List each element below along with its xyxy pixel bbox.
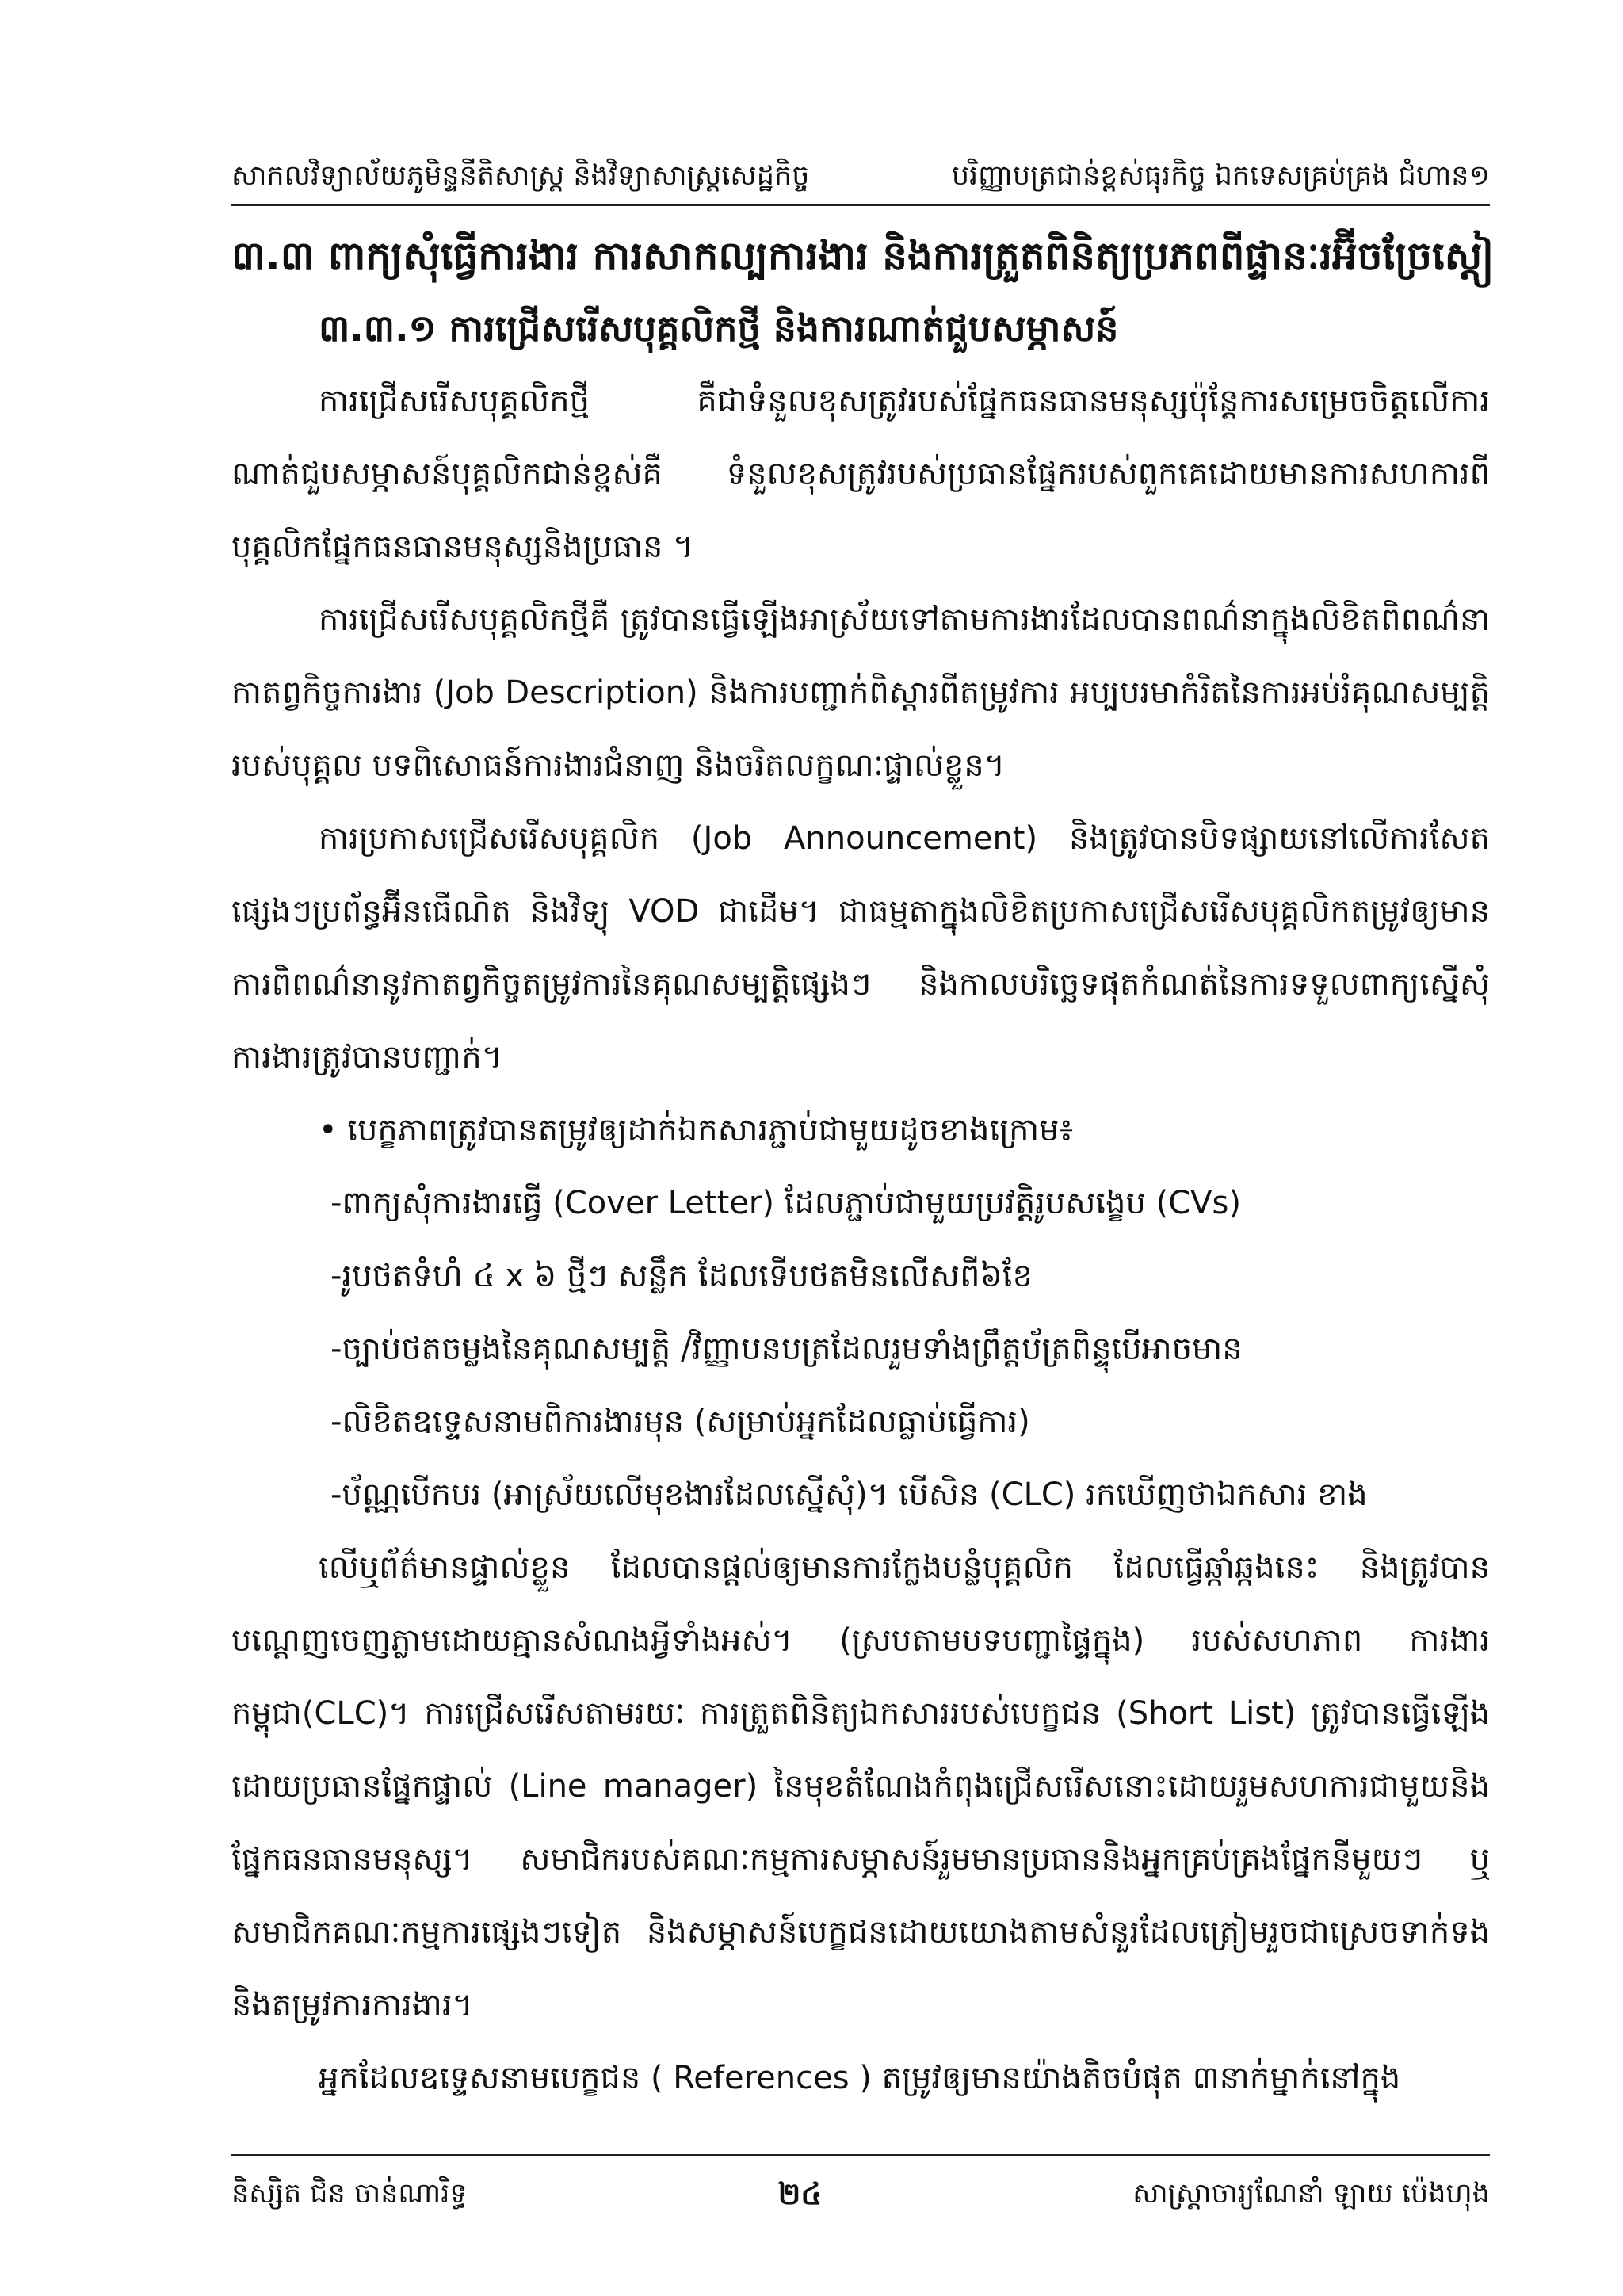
paragraph-5: អ្នកដែលឧទ្ទេសនាមបេក្ខជន ( References ) តម្រូវឲ្យមានយ៉ាងតិចបំផុត ៣នាក់ម្នាក់នៅក្នុង <box>319 2060 1401 2096</box>
list-item: -រូបថតទំហំ ៤ x ៦ ថ្មីៗ សន្លឹក ដែលទើបថតមិនលើសពី៦ខែ <box>330 1258 1033 1294</box>
list-item: -ពាក្យសុំការងារធ្វើ (Cover Letter) ដែលភ្ជាប់ជាមួយប្រវត្តិរូបសង្ខេប (CVs) <box>330 1185 1241 1221</box>
footer-rule <box>231 2154 1490 2156</box>
header-rule <box>231 204 1490 206</box>
list-item: -ប័ណ្ណបើកបរ (អាស្រ័យលើមុខងារដែលស្នើសុំ)។ បើសិន (CLC) រកឃើញថាឯកសារ ខាង <box>330 1477 1368 1513</box>
header-university: សាកលវិទ្យាល័យភូមិន្ទនីតិសាស្ត្រ និងវិទ្យាសាស្ត្រសេដ្ឋកិច្ច <box>231 160 810 192</box>
page-header <box>231 152 1490 200</box>
section-heading: ៣.៣ ពាក្យសុំធ្វើការងារ ការសាកល្បការងារ និងការត្រួតពិនិត្យប្រភពពីផ្ទានៈរអ៊ីចច្រែស្តៀ <box>231 233 1495 279</box>
page-body <box>231 220 1495 2115</box>
bullet-intro: • បេក្ខភាពត្រូវបានតម្រូវឲ្យដាក់ឯកសារភ្ជាប់ជាមួយដូចខាងក្រោម៖ <box>319 1112 1074 1148</box>
paragraph-4: លើឬព័ត៌មានផ្ទាល់ខ្លួន ដែលបានផ្តល់ឲ្យមានការក្លែងបន្លំបុគ្គលិក ដែលធ្វើឆ្កាំឆ្កងនេះ និងត្រូវបានបណ្តេញចេញភ្លាមដោយគ្មានសំណងអ្វីទាំងអស់។ (ស្របតាមបទបញ្ជាផ្ទៃក្នុង) របស់សហភាព ការងារកម្ពុជា(CLC)។ ការជ្រើសរើសតាមរយៈ ការត្រួតពិនិត្យឯកសាររបស់បេក្ខជន (Short List) ត្រូវបានធ្វើឡើងដោយប្រធានផ្នែកផ្ទាល់ (Line manager) នៃមុខតំណែងកំពុងជ្រើសរើសនោះដោយរួមសហការជាមួយនិងផ្នែកធនធានមនុស្ស។ សមាជិករបស់គណៈកម្មការសម្ភាសន៍រួមមានប្រធាននិងអ្នកគ្រប់គ្រងផ្នែកនីមួយៗ ឬសមាជិកគណៈកម្មការផ្សេងៗទៀត និងសម្ភាសន៍បេក្ខជនដោយយោងតាមសំនួរដែលត្រៀមរួចជាស្រេចទាក់ទងនិងតម្រូវការការងារ។ <box>231 1549 1490 2023</box>
page-footer <box>231 2170 1490 2218</box>
paragraph-3: ការប្រកាសជ្រើសរើសបុគ្គលិក (Job Announcement) និងត្រូវបានបិទផ្សាយនៅលើការសែតផ្សេងៗប្រព័ន្ធអ៊ីនធើណិត និងវិទ្យុ VOD ជាដើម។ ជាធម្មតាក្នុងលិខិតប្រកាសជ្រើសរើសបុគ្គលិកតម្រូវឲ្យមានការពិពណ៌នានូវកាតព្វកិច្ចតម្រូវការនៃគុណសម្បត្តិផ្សេងៗ និងកាលបរិច្ឆេទផុតកំណត់នៃការទទួលពាក្យស្នើសុំការងារត្រូវបានបញ្ជាក់។ <box>231 820 1490 1075</box>
page-number: ២៤ <box>777 2176 823 2211</box>
subsection-heading: ៣.៣.១ ការជ្រើសរើសបុគ្គលិកថ្មី និងការណាត់ជួបសម្ភាសន៍ <box>319 307 1119 350</box>
list-item: -លិខិតឧទ្ទេសនាមពិការងារមុន (សម្រាប់អ្នកដែលធ្លាប់ធ្វើការ) <box>330 1404 1030 1440</box>
footer-supervisor: សាស្ត្រាចារ្យណែនាំ ឡាយ ប៉េងហុង <box>1132 2178 1490 2210</box>
paragraph-2: ការជ្រើសរើសបុគ្គលិកថ្មីគឺ ត្រូវបានធ្វើឡើងអាស្រ័យទៅតាមការងារដែលបានពណ៌នាក្នុងលិខិតពិពណ៌នា កាតព្វកិច្ចការងារ (Job Description) និងការបញ្ជាក់ពិស្តារពីតម្រូវការ អប្បបរមាកំរិតនៃការអប់រំគុណសម្បត្តិរបស់បុគ្គល បទពិសោធន៍ការងារជំនាញ និងចរិតលក្ខណៈផ្ទាល់ខ្លួន។ <box>231 602 1490 784</box>
list-item: -ច្បាប់ថតចម្លងនៃគុណសម្បត្តិ /វិញ្ញាបនបត្រដែលរួមទាំងព្រឹត្តប័ត្រពិន្ទុបើអាចមាន <box>330 1331 1243 1367</box>
paragraph-1: ការជ្រើសរើសបុគ្គលិកថ្មី គឺជាទំនួលខុសត្រូវរបស់ផ្នែកធនធានមនុស្សប៉ុន្តែការសម្រេចចិត្តលើការណាត់ជួបសម្ភាសន៍បុគ្គលិកជាន់ខ្ពស់គឺ ទំនួលខុសត្រូវរបស់ប្រធានផ្នែករបស់ពួកគេដោយមានការសហការពីបុគ្គលិកផ្នែកធនធានមនុស្សនិងប្រធាន ។ <box>231 383 1490 565</box>
header-program: បរិញ្ញាបត្រជាន់ខ្ពស់ធុរកិច្ច ឯកទេសគ្រប់គ្រង ជំហាន១ <box>951 160 1490 192</box>
footer-student: និស្សិត ជិន ចាន់ណារិទ្ធ <box>231 2178 468 2210</box>
